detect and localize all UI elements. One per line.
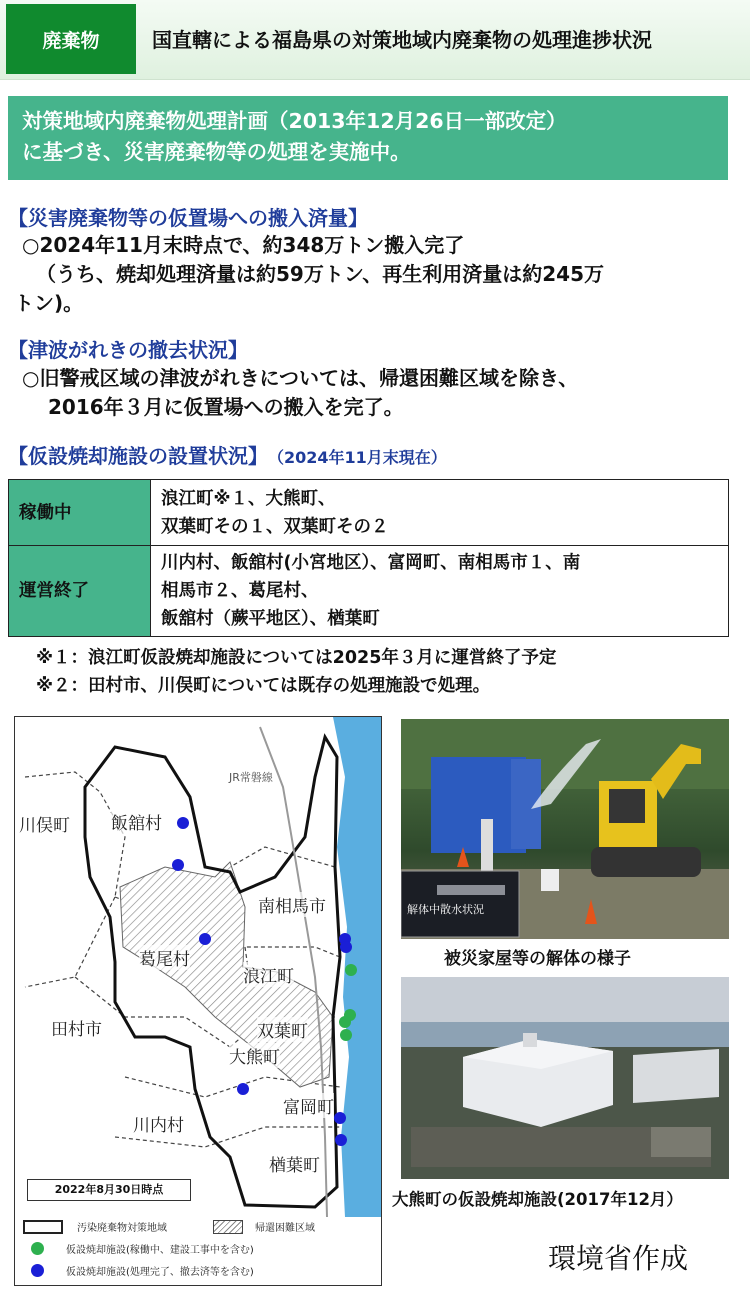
banner-line-1: 対策地域内廃棄物処理計画（2013年12月26日一部改定） xyxy=(22,109,567,133)
section-tsunami-body xyxy=(22,364,578,422)
map-label-minamisoma: 南相馬市 xyxy=(258,892,326,917)
section-tsunami-title: 【津波がれきの撤去状況】 xyxy=(8,338,248,362)
map-label-katsurao: 葛尾村 xyxy=(139,945,190,970)
page-header xyxy=(0,0,750,80)
category-tag: 廃棄物 xyxy=(6,4,136,74)
legend-boundary-label: 汚染廃棄物対策地域 xyxy=(77,1223,167,1234)
incinerator-photo xyxy=(401,977,729,1179)
demolition-photo xyxy=(401,719,729,939)
status-value-line: 双葉町その１、双葉町その２ xyxy=(161,516,389,537)
legend-green-dot xyxy=(23,1241,254,1256)
map-label-jr-line: JR常磐線 xyxy=(229,771,273,784)
status-value-line: 相馬市２、葛尾村、 xyxy=(161,581,319,601)
blue-dot-icon xyxy=(31,1264,44,1277)
demolition-caption: 被災家屋等の解体の様子 xyxy=(444,949,631,969)
tsunami-line-1: ○旧警戒区域の津波がれきについては、帰還困難区域を除き、 xyxy=(22,366,579,390)
status-value-line: 飯舘村（蕨平地区）、楢葉町 xyxy=(161,609,380,629)
legend-green-dot-label: 仮設焼却施設(稼働中、建設工事中を含む) xyxy=(66,1245,254,1256)
incinerator-date-note: （2024年11月末現在） xyxy=(276,448,447,467)
status-label-operating: 稼働中 xyxy=(9,480,151,546)
legend-difficult-zone xyxy=(213,1219,315,1234)
map-label-namie: 浪江町 xyxy=(243,962,294,987)
table-row xyxy=(9,546,729,637)
map-label-futaba: 双葉町 xyxy=(257,1017,308,1042)
map-label-naraha: 楢葉町 xyxy=(269,1151,320,1176)
tsunami-line-2: 2016年３月に仮置場への搬入を完了。 xyxy=(48,395,404,419)
legend-boundary xyxy=(23,1219,167,1234)
status-value-ended xyxy=(151,546,729,637)
map-date-box: 2022年8月30日時点 xyxy=(27,1179,191,1201)
waste-amount-line-1: ○2024年11月末時点で、約348万トン搬入完了 xyxy=(22,233,465,257)
section-incinerator-title xyxy=(8,440,447,469)
page-title: 国直轄による福島県の対策地域内廃棄物の処理進捗状況 xyxy=(152,28,652,52)
incinerator-caption: 大熊町の仮設焼却施設(2017年12月） xyxy=(392,1190,683,1209)
section-waste-amount-body xyxy=(14,231,604,318)
map-label-kawamata: 川俣町 xyxy=(19,811,70,836)
footnote-2: ※２：田村市、川俣町については既存の処理施設で処理。 xyxy=(36,676,491,696)
photo-overlay-text: 解体中散水状況 xyxy=(407,903,484,916)
map-label-tamura: 田村市 xyxy=(51,1015,102,1040)
summary-banner xyxy=(8,96,728,180)
legend-blue-dot-label: 仮設焼却施設(処理完了、撤去済等を含む) xyxy=(66,1267,254,1278)
waste-amount-line-2: （うち、焼却処理済量は約59万トン、再生利用済量は約245万 xyxy=(36,262,604,286)
footnotes xyxy=(36,644,556,700)
table-row xyxy=(9,480,729,546)
map-label-kawauchi: 川内村 xyxy=(133,1111,184,1136)
status-label-ended: 運営終了 xyxy=(9,546,151,637)
status-value-line: 浪江町※１、大熊町、 xyxy=(161,488,336,509)
footnote-1: ※１：浪江町仮設焼却施設については2025年３月に運営終了予定 xyxy=(36,648,557,668)
map-label-tomioka: 富岡町 xyxy=(283,1093,334,1118)
incinerator-status-table xyxy=(8,479,729,637)
incinerator-scene xyxy=(401,977,729,1179)
status-value-operating xyxy=(151,480,729,546)
author-credit: 環境省作成 xyxy=(548,1242,689,1275)
green-dot-icon xyxy=(31,1242,44,1255)
map-label-okuma: 大熊町 xyxy=(229,1043,280,1068)
fukushima-map xyxy=(14,716,382,1286)
incinerator-title-text: 【仮設焼却施設の設置状況】 xyxy=(8,444,268,468)
section-waste-amount-title: 【災害廃棄物等の仮置場への搬入済量】 xyxy=(8,206,368,230)
waste-amount-line-3: トン)。 xyxy=(14,291,84,315)
hatch-swatch xyxy=(213,1220,243,1234)
status-value-line: 川内村、飯舘村(小宮地区）、富岡町、南相馬市１、南 xyxy=(161,553,581,573)
banner-line-2: に基づき、災害廃棄物等の処理を実施中。 xyxy=(22,140,411,164)
map-label-iitate: 飯舘村 xyxy=(111,809,162,834)
legend-blue-dot xyxy=(23,1263,254,1278)
legend-difficult-zone-label: 帰還困難区域 xyxy=(255,1223,315,1234)
boundary-swatch xyxy=(23,1220,63,1234)
